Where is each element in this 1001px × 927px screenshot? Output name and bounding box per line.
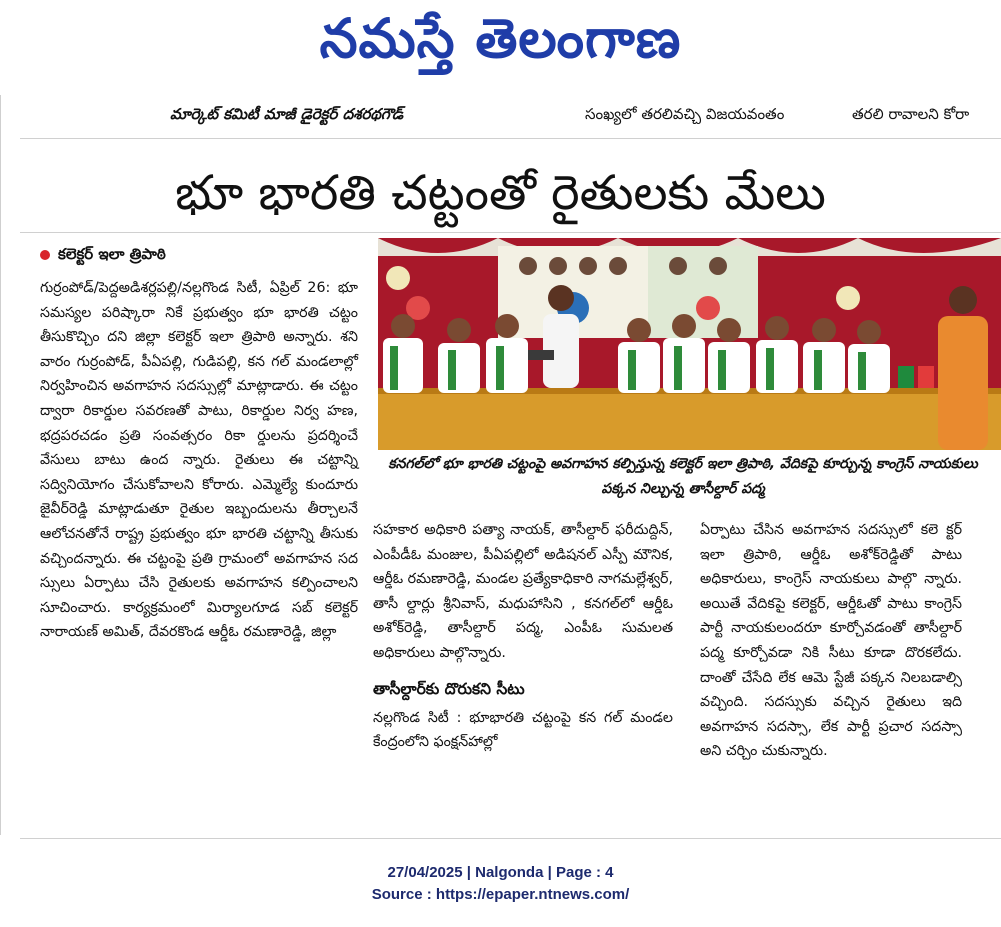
headline-divider xyxy=(20,232,1001,233)
footer-divider xyxy=(20,838,1001,839)
event-photo-illustration xyxy=(378,238,1001,450)
article-column-2 xyxy=(373,518,673,755)
newspaper-title: నమస్తే తెలంగాణ xyxy=(319,7,682,70)
column-1-text: గుర్రంపోడ్/పెద్దఅడిశర్లపల్లి/నల్లగొండ సిటీ, ఏప్రిల్ 26: భూ సమస్యల పరిష్కారా నికే ప్రభుత్వం భూ భారతి చట్టం తీసుకొచ్చిం దని జిల్లా కలెక్టర్ ఇలా త్రిపాఠి అన్నారు. శని వారం గుర్రంపోడ్, పీఏపల్లి, గుడిపల్లి, కన గల్ మండలాల్లో నిర్వహించిన అవగాహన సదస్సుల్లో మాట్లాడారు. ఈ చట్టం ద్వారా రికార్డుల సవరణతో పాటు, రికార్డుల నిర్వ హణ, భద్రపరచడం ప్రతి సంవత్సరం రికా ర్డులను ప్రదర్శించే వేసులు బాటు ఉంద న్నారు. రైతులు ఈ చట్టాన్ని సద్వినియోగం చేసుకోవాలని కోరారు. ఎమ్మెల్యే కుందూరు జైవీర్‌రెడ్డి మాట్లాడుతూ రైతుల ఇబ్బందులను తీర్చాలనే ఆలోచనతోనే రాష్ట్ర ప్రభుత్వం భూ భారతి చట్టాన్ని తీసుకు వచ్చిందన్నారు. ఈ చట్టంపై ప్రతి గ్రామంలో అవగాహన సద స్సులు ఏర్పాటు చేసి రైతులకు అవగాహన కల్పించాలని సూచించారు. కార్యక్రమంలో మిర్యాలగూడ సబ్ కలెక్టర్ నారాయణ్ అమిత్, దేవరకొండ ఆర్డీఓ రమణారెడ్డి, జిల్లా xyxy=(40,280,358,641)
photo-caption: కనగల్‌లో భూ భారతి చట్టంపై అవగాహన కల్పిస్తున్న కలెక్టర్ ఇలా త్రిపాఠి, వేదికపై కూర్చున్న కాంగ్రెస్ నాయకులు పక్కన నిల్చున్న తాసీల్దార్ పద్మ xyxy=(388,456,978,497)
article-headline: భూ భారతి చట్టంతో రైతులకు మేలు xyxy=(175,165,826,221)
bullet-icon xyxy=(40,250,50,260)
column-2-text: సహకార అధికారి పత్యా నాయక్, తాసీల్దార్ ఫరీదుద్దిన్, ఎంపీడీఓ మంజుల, పీఏపల్లిలో అడిషనల్ ఎస్పీ మౌనిక, ఆర్డీఓ రమణారెడ్డి, మండల ప్రత్యేకాధికారి నాగమల్లేశ్వర్, తాసీ ల్దార్లు శ్రీనివాస్, మధుహాసిని , కనగల్‌లో ఆర్డీఓ అశోక్‌రెడ్డి, తాసీల్దార్ పద్మ, ఎంపీఓ సుమలత అధికారులు పాల్గొన్నారు. xyxy=(373,522,673,661)
top-strip-middle-headline: సంఖ్యలో తరలివచ్చి విజయవంతం xyxy=(585,105,785,123)
footer-source-link[interactable]: Source : https://epaper.ntnews.com/ xyxy=(371,886,630,903)
top-strip-left-headline: మార్కెట్ కమిటీ మాజీ డైరెక్టర్ దశరథగౌడ్ xyxy=(170,105,404,123)
top-divider xyxy=(20,138,1001,139)
sub-headline: తాసీల్దార్‌కు దొరుకని సీటు xyxy=(373,679,525,698)
top-strip-right-headline: తరలి రావాలని కోరా xyxy=(852,105,970,123)
byline xyxy=(40,242,166,266)
column-3-text: ఏర్పాటు చేసిన అవగాహన సదస్సులో కలె క్టర్ ఇలా త్రిపాఠి, ఆర్డీఓ అశోక్‌రెడ్డితో పాటు అధికారులు, కాంగ్రెస్ నాయకులు పాల్గొ న్నారు. అయితే వేదికపై కలెక్టర్, ఆర్డీఓతో పాటు కాంగ్రెస్ పార్టీ నాయకులందరూ కూర్చోవడంతో తాసీల్దార్ పద్మ కూర్చోవడా నికి సీటు కూడా దొరకలేదు. దాంతో చేసేది లేక ఆమె స్టేజీ పక్కన నిలబడాల్సి వచ్చింది. సదస్సుకు వచ్చిన రైతులు ఇది అవగాహన సదస్సా, లేక పార్టీ ప్రచార సదస్సా అని చర్చిం చుకున్నారు. xyxy=(700,522,962,760)
article-column-1 xyxy=(40,276,358,645)
byline-text: కలెక్టర్ ఇలా త్రిపాఠి xyxy=(58,245,166,263)
footer-edition-info: 27/04/2025 | Nalgonda | Page : 4 xyxy=(387,864,614,881)
event-photo xyxy=(378,238,1001,450)
masthead xyxy=(0,0,1001,80)
article-column-3 xyxy=(700,518,962,764)
column-2-continued-text: నల్లగొండ సిటీ : భూభారతి చట్టంపై కన గల్ మండల కేంద్రంలోని ఫంక్షన్‌హాల్లో xyxy=(373,709,673,751)
